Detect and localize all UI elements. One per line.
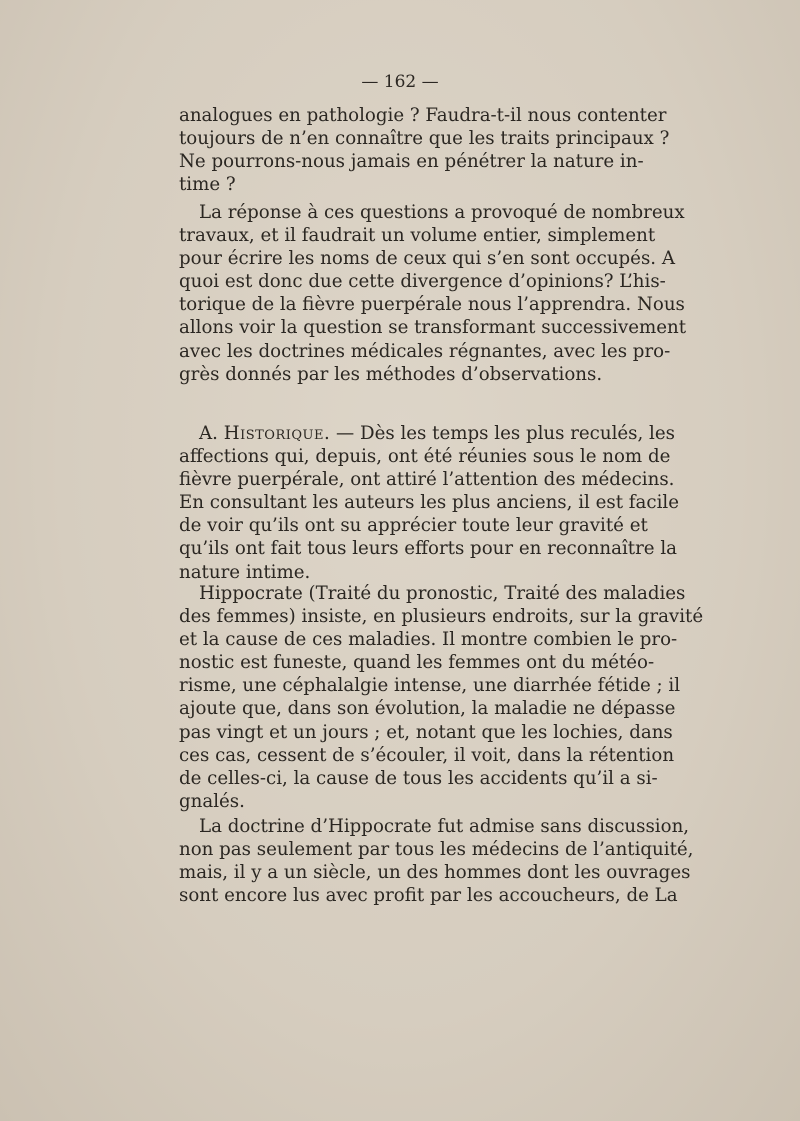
text-line: La doctrine d’Hippocrate fut admise sans discussion, [199, 816, 690, 837]
text-line: toujours de n’en connaître que les traits principaux ? [179, 128, 670, 150]
page-number: — 162 — [361, 72, 439, 92]
text-line: time ? [179, 174, 236, 196]
text-line: En consultant les auteurs les plus anciens, il est facile [179, 492, 679, 514]
text-line: de voir qu’ils ont su apprécier toute leur gravité et [179, 515, 648, 537]
section-prefix: A. [199, 423, 218, 444]
text-line: allons voir la question se transformant successivement [179, 317, 687, 339]
text-line: torique de la fièvre puerpérale nous l’apprendra. Nous [179, 294, 685, 316]
text-line: nostic est funeste, quand les femmes ont du météo- [179, 652, 655, 674]
text-line: affections qui, depuis, ont été réunies sous le nom de [179, 446, 671, 468]
text-line: travaux, et il faudrait un volume entier, simplement [179, 225, 656, 247]
paragraph-2 [179, 201, 687, 386]
text-line: de celles-ci, la cause de tous les accidents qu’il a si- [179, 767, 658, 789]
text-line: La réponse à ces questions a provoqué de nombreux [199, 202, 685, 223]
text-line: et la cause de ces maladies. Il montre combien le pro- [179, 629, 678, 651]
paragraph-hippocrate [179, 582, 704, 813]
text-line: risme, une céphalalgie intense, une diarrhée fétide ; il [179, 675, 681, 697]
text-line: grès donnés par les méthodes d’observations. [179, 363, 603, 385]
text-line: nature intime. [179, 561, 311, 583]
text-line: gnalés. [179, 790, 245, 812]
section-heading: Historique. [223, 423, 331, 444]
text-line: ces cas, cessent de s’écouler, il voit, dans la rétention [179, 744, 675, 766]
text-line: Ne pourrons-nous jamais en pénétrer la nature in- [179, 151, 644, 173]
text-line: sont encore lus avec profit par les accoucheurs, de La [179, 885, 678, 907]
text-line: qu’ils ont fait tous leurs efforts pour en reconnaître la [179, 538, 677, 560]
text-line: non pas seulement par tous les médecins de l’antiquité, [179, 839, 694, 861]
paragraph-1 [179, 104, 670, 196]
text-line: ajoute que, dans son évolution, la maladie ne dépasse [179, 698, 676, 720]
text-line: fièvre puerpérale, ont attiré l’attention des médecins. [179, 469, 675, 491]
text-line: pas vingt et un jours ; et, notant que les lochies, dans [179, 721, 673, 743]
text-line: — Dès les temps les plus reculés, les [330, 423, 675, 444]
text-line: des femmes) insiste, en plusieurs endroits, sur la gravité [179, 606, 704, 628]
text-line: Hippocrate (Traité du pronostic, Traité des maladies [199, 583, 686, 604]
text-line: pour écrire les noms de ceux qui s’en sont occupés. A [179, 248, 675, 270]
section-first-line [179, 422, 675, 445]
text-line: mais, il y a un siècle, un des hommes dont les ouvrages [179, 862, 691, 884]
text-line: quoi est donc due cette divergence d’opinions? L’his- [179, 271, 666, 293]
section-historique [179, 422, 679, 584]
text-line: avec les doctrines médicales régnantes, avec les pro- [179, 340, 671, 362]
paragraph-doctrine [179, 815, 694, 907]
text-line: analogues en pathologie ? Faudra-t-il nous contenter [179, 105, 667, 126]
